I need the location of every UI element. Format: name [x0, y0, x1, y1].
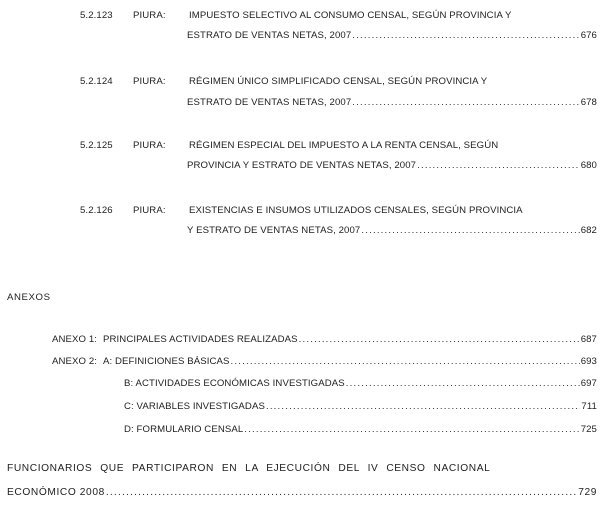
entry-page-number: 682 — [580, 225, 597, 236]
anexo-text: C: VARIABLES INVESTIGADAS — [124, 401, 265, 412]
anexo-text: PRINCIPALES ACTIVIDADES REALIZADAS — [103, 334, 298, 345]
entry-region: PIURA: — [133, 10, 166, 21]
anexo-item — [124, 378, 597, 389]
entry-title-line2: PROVINCIA Y ESTRATO DE VENTAS NETAS, 2007 — [187, 160, 417, 171]
entry-region: PIURA: — [133, 205, 166, 216]
funcionarios-heading-line1: FUNCIONARIOS QUE PARTICIPARON EN LA EJECUCIÓN DEL IV CENSO NACIONAL — [7, 463, 491, 474]
entry-number: 5.2.123 — [80, 10, 113, 21]
entry-region: PIURA: — [133, 76, 166, 87]
dot-leader — [106, 487, 577, 498]
anexos-heading: ANEXOS — [7, 292, 51, 303]
anexo-page-number: 693 — [580, 356, 597, 367]
anexo-text: B: ACTIVIDADES ECONÓMICAS INVESTIGADAS — [124, 378, 345, 389]
entry-number: 5.2.124 — [80, 76, 113, 87]
dot-leader — [346, 378, 580, 389]
entry-page-number: 676 — [580, 30, 597, 41]
entry-title-line2: ESTRATO DE VENTAS NETAS, 2007 — [187, 97, 352, 108]
entry-title-line2-row — [187, 30, 597, 41]
anexo-text: A: DEFINICIONES BÁSICAS — [103, 356, 230, 367]
dot-leader — [361, 225, 579, 236]
entry-title-line1: RÉGIMEN ESPECIAL DEL IMPUESTO A LA RENTA CENSAL, SEGÚN — [189, 140, 499, 151]
anexo-label: ANEXO 1: — [52, 334, 98, 345]
anexo-page-number: 711 — [581, 401, 597, 412]
entry-page-number: 680 — [580, 160, 597, 171]
entry-title-line2: Y ESTRATO DE VENTAS NETAS, 2007 — [187, 225, 361, 236]
anexo-item — [103, 334, 597, 345]
anexo-item — [124, 401, 597, 412]
entry-title-line1: RÉGIMEN ÚNICO SIMPLIFICADO CENSAL, SEGÚN PROVINCIA Y — [189, 76, 488, 87]
entry-page-number: 678 — [580, 97, 597, 108]
funcionarios-heading-line2: ECONÓMICO 2008 — [7, 487, 105, 498]
anexo-page-number: 697 — [580, 378, 597, 389]
dot-leader — [266, 401, 580, 412]
entry-title-line1: EXISTENCIAS E INSUMOS UTILIZADOS CENSALES, SEGÚN PROVINCIA — [189, 205, 523, 216]
entry-title-line2-row — [187, 160, 597, 171]
anexo-page-number: 725 — [580, 424, 597, 435]
anexo-page-number: 687 — [580, 334, 597, 345]
entry-title-line2-row — [187, 225, 597, 236]
dot-leader — [417, 160, 580, 171]
entry-region: PIURA: — [133, 140, 166, 151]
anexo-item — [124, 424, 597, 435]
anexo-item — [103, 356, 597, 367]
dot-leader — [352, 30, 579, 41]
dot-leader — [244, 424, 579, 435]
entry-title-line2-row — [187, 97, 597, 108]
dot-leader — [299, 334, 580, 345]
anexo-label: ANEXO 2: — [52, 356, 98, 367]
dot-leader — [352, 97, 579, 108]
dot-leader — [231, 356, 580, 367]
entry-title-line2: ESTRATO DE VENTAS NETAS, 2007 — [187, 30, 352, 41]
entry-number: 5.2.125 — [80, 140, 113, 151]
anexo-text: D: FORMULARIO CENSAL — [124, 424, 244, 435]
funcionarios-heading-line2-row — [7, 487, 597, 498]
entry-number: 5.2.126 — [80, 205, 113, 216]
funcionarios-page-number: 729 — [578, 487, 597, 498]
entry-title-line1: IMPUESTO SELECTIVO AL CONSUMO CENSAL, SEGÚN PROVINCIA Y — [189, 10, 512, 21]
